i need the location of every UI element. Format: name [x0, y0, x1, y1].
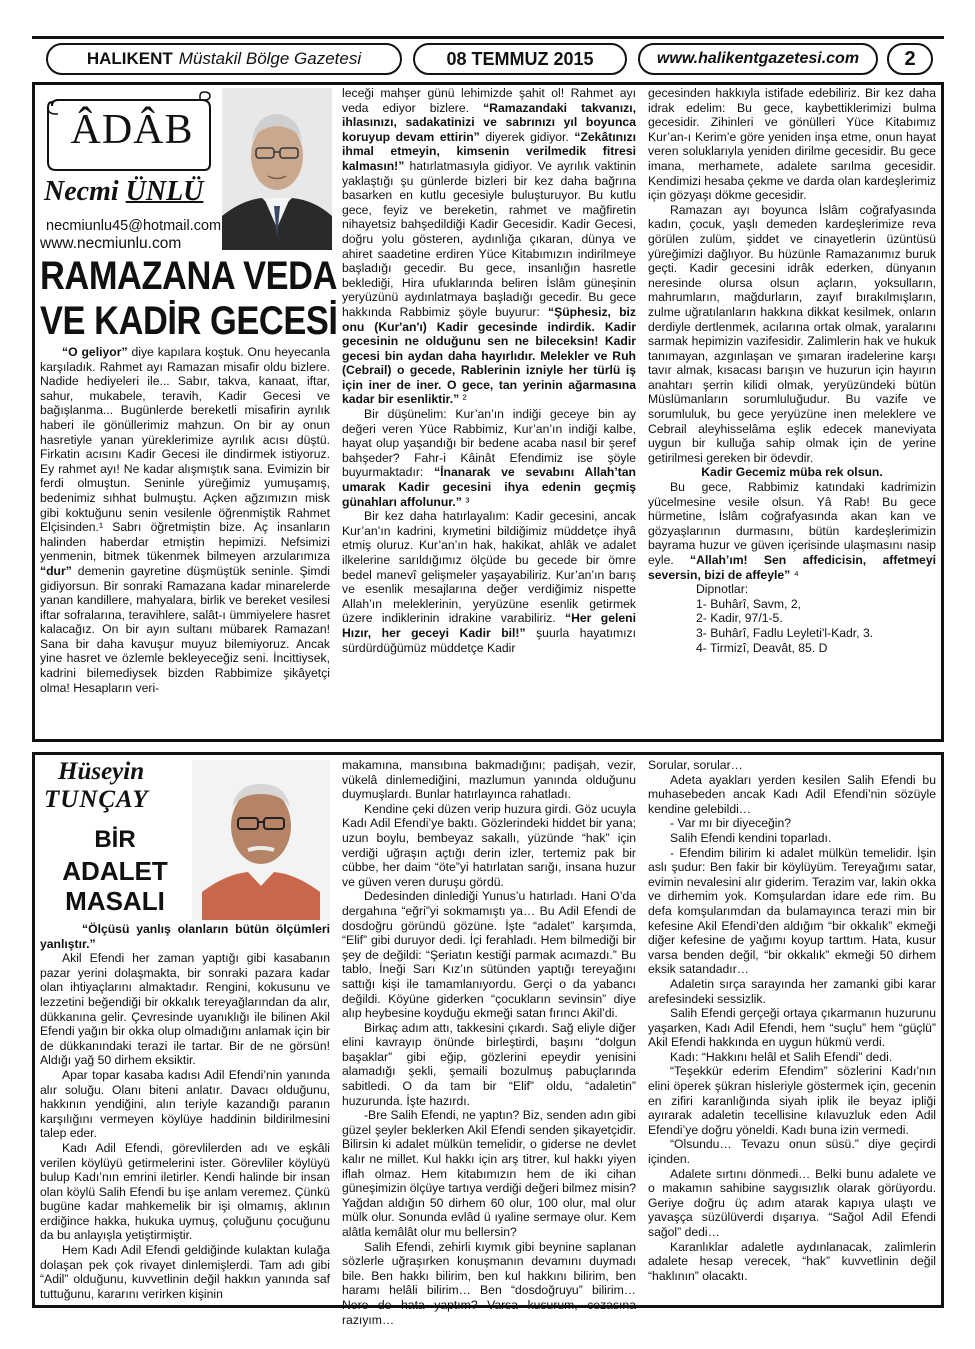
article1-paragraph: Bu gece, Rabbimiz katındaki kadrimizin yücelmesine vesile olsun. Yâ Rab! Bu gece hürmetine, İslâm coğrafyasında akan kan ve gözyaşlarının durmasını, bütün kardeşlerimizin bayrama huzur ve güven içerisinde ulaşmasını nasip eyle. “Allah’ım! Sen affedicisin, affetmeyi seversin, bizi de affeyle” ⁴ — [648, 480, 936, 582]
article2-paragraph: Salih Efendi, zehirli kıymık gibi beynine saplanan sözlerle uğraşırken konuşmanın devamını duymadı bile. Ben hakkı bilirim, ben kul hakkını bilirim, ben haramı helâli bilirim… Ben “dosdoğruyu” bilirim… Nere de hata yaptım? Varsa kusurum, cezasına razıyım… — [342, 1239, 636, 1327]
article2-paragraph: Kadı: “Hakkını helâl et Salih Efendi” dedi. — [670, 1049, 893, 1064]
paper-name: HALIKENT — [86, 49, 173, 68]
article2-paragraph: - Efendim bilirim ki adalet mülkün temelidir. İşin aslı şudur: Ben fakir bir köylüyüm. Tereyağımı satar, evimin nevalesini alır giderim. Terazim var, lakin okka ve dirhemim yok. Komşulardan idare ede rim. Bu defa komşularımdan da bulamayınca terazi min bir kefesine Akil Efendi’den aldığım “bir okkalık” ekmeği diğer kefesine de yağımı koyup tarttım. Hata, kusur varsa benden değil, “bir okkalık” ekmeği 50 dirhem eksik satandadır… — [648, 845, 936, 977]
article2-paragraph: Salih Efendi gerçeği ortaya çıkarmanın huzurunu yaşarken, Kadı Adil Efendi, hem “suçlu” hem “güçlü” Akil Efendi hakkında en uygun hükmü verdi. — [648, 1006, 936, 1050]
article2-paragraph: -Bre Salih Efendi, ne yaptın? Biz, senden adın gibi güzel şeyler beklerken Akil Efendi senden şikayetçidir. Bilirsin ki adalet mülkün temelidir, o giderse ne devlet kalır ne millet. Kul hakkı için arş titrer, kul hakkı yiyen iflah olmaz. Hem kitabımızın hem de iki cihan güneşimizin ölçüye tartıya verdiği değeri bilmez misin? Yağdan aldığın 50 dirhem 60 olur, 100 olur, mal olur mülk olur. Sonunda evlâd ü ıyaline sermaye olur. Kem alâtla kemâlât olur mu bellersin? — [342, 1108, 636, 1239]
page-number: 2 — [904, 47, 916, 70]
article1-paragraph: Bir kez daha hatırlayalım: Kadir gecesini, ancak Kur’an’ın kadrini, kıymetini bildiğimiz müddetçe ihyâ etmiş oluruz. Kur’an’ın hak, hakikat, ahlâk ve adalet ilkelerine sarıldığımız ölçüde bu gecede bir ömre bedel manevî gelişmeler yaşayabiliriz. Kur’an’ın barış ve esenlik mesajlarına değer verdiğimiz nispette Allah’ın meleklerinin, yeryüzüne esenlik getirmek üzere indiklerinin idrakine varabiliriz. “Her geleni Hızır, her geceyi Kadir bil!” şuurla hayatımızı sürdürdüğümüz müddetçe Kadir — [342, 509, 636, 655]
article1-paragraph: “O geliyor” diye kapılara koştuk. Onu heyecanla karşıladık. Rahmet ayı Ramazan misafir oldu bizlere. Nadide hediyeleri ile... Sabır, takva, kanaat, iftar, sahur, mukabele, teravih, Kadir Gecesi ve bağışlanma... Bugünlerde bereketli misafirin ayrılık haberi ile gönüllerimiz mahzun. On bir ay onun hasretiyle yanan yüreklerimize ayrılık acısı düştü. Firkatin acısını Kadir Gecesi ile dindirmek istiyoruz. Ey rahmet ayı! Ne kadar alışmıştık sana. Evimizin bir ferdi olmuştun. Seninle yüreğimiz yumuşamış, bedenimiz sıhhat bulmuştu. Açken ağzımızın misk gibi koktuğunu senin vesilenle öğrenmiştik Rahmet Elçisinden.¹ Sabrı öğretmiştin bize. Aç insanların halinden haberdar etmiştin hepimizi. Nefsimizi yenmenin, bitmek tükenmek bilmeyen arzularımıza “dur” demenin gayretine düşmüştük seninle. Şimdi gidiyorsun. Bir sonraki Ramazana kadar minarelerde yanan kandillere, mahyalara, birlik ve bereket vesilesi iftar sofralarına, teravihlere, salât-ı ümmiyelere hasret kalacağız. On bir ayın sultanı mübarek Ramazan! Sana bir daha kavuşur muyuz bilemiyoruz. Ancak yine hasret ve özlemle bekleyeceğiz seni. İncittiysek, kadrini bilemediysek bizden Rabbimize şikâyetçi olma! Hesapların veri- — [40, 345, 331, 695]
article2-paragraph: Dedesinden dinlediği Yunus’u hatırladı. Hani O’da dergahına “eğri”yi sokmamıştı ya… Bu Adil Efendi de dosdoğru göründü gözüne. İşte “adalet” karşımda, “Elif” gibi duruyor dedi. İçi ferahladı. Hem bilmediği bir şey de değildi: “Şeriatın kestiği parmak acımazdı.” Bu tablo, İneği Sarı Kız’ın sütünden yaptığı tereyağını sattığı kişi ile tamamlanıyordu. Gerçi o da yabancı değildi. Köyüne giderken “çocukların sevinsin” diye alıp heybesine koyduğu ekmeği satan fırıncı Akil’di. — [342, 889, 636, 1021]
footnote: 1- Buhârî, Savm, 2, — [696, 596, 801, 611]
article1-title-line1: RAMAZANA VEDA — [40, 254, 337, 298]
page-number-pill — [887, 43, 933, 75]
header-rule — [32, 36, 944, 39]
author-photo-1 — [222, 88, 332, 250]
issue-date: 08 TEMMUZ 2015 — [446, 48, 594, 69]
article2-paragraph: Hem Kadı Adil Efendi geldiğinde kulaktan kulağa dolaşan pek çok rivayet dinlemişlerdi. Tam adı gibi “Adil” olduğunu, kuvvetlinin değil hakkın yanında saf tuttuğunu, kararını verirken kişinin — [40, 1243, 330, 1301]
article2-epigraph: “Ölçüsü yanlış olanların bütün ölçümleri yanlıştır.” — [40, 922, 330, 951]
footnote: 3- Buhârî, Fadlu Leyleti'l-Kadr, 3. — [696, 625, 874, 640]
author2-first: Hüseyin — [58, 758, 145, 785]
article2-paragraph: Kendine çeki düzen verip huzura girdi. Göz ucuyla Kadı Adil Efendi’ye baktı. Gözlerindeki hiddet bir yana; uzun boylu, bembeyaz sakallı, yüzünde “hak” için verdiği uğraşın açtığı derin izler, tertemiz pak bir cübbe, her daim “öte”yi hatırlatan sarığı, insana huzur ve güven veren duruşu gördü. — [342, 801, 636, 889]
article1-column3 — [648, 86, 936, 738]
author-photo-2 — [192, 760, 330, 920]
article1-column2 — [342, 86, 636, 738]
website-pill[interactable] — [638, 43, 878, 75]
author1-first: Necmi — [44, 176, 119, 207]
article1-column1 — [40, 345, 330, 738]
article2-title-line2: ADALET — [62, 856, 168, 886]
article2-column3 — [648, 758, 936, 1304]
article2-paragraph: Apar topar kasaba kadısı Adil Efendi’nin yanında alır soluğu. Olanı biteni anlatır. Davacı olduğunu, hakkının yendiğini, alın teriyle kazandığı paranın karşılığını vermeyen köylüye haddinin bildirilmesini talep eder. — [40, 1067, 330, 1141]
article1-paragraph: Ramazan ayı boyunca İslâm coğrafyasında kadın, çocuk, yaşlı demeden kardeşlerimize reva görülen zulüm, şiddet ve cinayetlerin üzüntüsü yüreğimizi dağlıyor. Bu hüzünle Ramazanımız buruk geçti. Kadir gecesini idrâk ederken, dünyanın neresinde olursa olsun açların, yoksulların, mahrumların, mağdurların, zayıf bırakılmışların, zulme uğratılanların hakkına dikkat kesilmek, onların derdiyle dertlenmek, acılarına ortak olmak, yaralarını sarmak hepimizin vazifesidir. Zalimlerin hak ve hukuk tanımayan, azgınlaşan ve şımaran iradelerine karşı tavır almak, kısacası barışın ve huzurun için hayırın anahtarı şerrin kilidi olmak, yeryüzündeki bütün Müslümanların sorumluluğudur. Bu vazife ve sorumluluk, bu gece yeryüzüne inen meleklere ve Cebrail aleyhisselâma eşlik edecek maneviyata uygun bir kulluğa sahip olmak için de yerine getirilmesi gereken bir ödevdir. — [648, 202, 936, 465]
article2-paragraph: Salih Efendi kendini toparladı. — [670, 830, 832, 845]
masthead-pill — [46, 43, 402, 75]
article2-paragraph: “Olsundu… Tevazu onun süsü.” diye geçirdi içinden. — [648, 1137, 936, 1167]
article2-paragraph: Kadı Adil Efendi, görevlilerden adı ve eşkâli verilen köylüyü getirmelerini ister. Görevliler köylüyü bulup Kadı’nın emrini iletirler. Kendi halinde bir insan olan köylü Salih Efendi bu işe anlam veremez. Çünkü bugüne kadar mahkemelik bir işi olmamış, aklının erdiğince hakka, hukuka uymuş, çoluğunu çocuğunu da bu anlayışla yetiştirmiştir. — [40, 1140, 330, 1243]
paper-website[interactable]: www.halikentgazetesi.com — [656, 50, 860, 67]
author2-last: TUNÇAY — [44, 786, 149, 813]
article1-paragraph: gecesinden hakkıyla istifade edebiliriz. Bir kez daha idrak edelim: Bu gece, kaybettiklerimizi bulma gecesidir. Zihinleri ve gönülleri Yüce Kitabımız Kur’an-ı Kerim’e göre yeniden inşa etme, onun hayat veren soluklarıyla yeniden dirilme gecesidir. Bu gece imana, merhamete, adalete sarılma gecesidir. Kendimizi hesaba çekme ve darda olan kardeşlerimiz için gözyaşı dökme gecesidir. — [648, 86, 936, 203]
article1-paragraph: Bir düşünelim: Kur’an’ın indiği geceye bin ay değeri veren Yüce Rabbimiz, Kur’an’ın indiği kalbe, hayat olup yaşandığı bir bedene acaba nasıl bir şeref bahşeder? Fahr-i Kâinât Efendimiz ise şöyle buyurmaktadır: “İnanarak ve sevabını Allah’tan umarak Kadir gecesini ihya edenin geçmiş günahları affolunur.” ³ — [342, 407, 636, 509]
author1-email[interactable]: necmiunlu45@hotmail.com — [46, 218, 222, 234]
article2-paragraph: “Teşekkür ederim Efendim” sözlerini Kadı’nın elini öperek şükran hisleriyle göstermek için, gecenin en zifiri karanlığında siyah iplik ile beyaz ipliği ayırarak adaletin tecellisine kılavuzluk eden Adil Efendi’ye doğru yöneldi. Kadı buna izin vermedi. — [648, 1064, 936, 1137]
article2-column1 — [40, 922, 330, 1304]
author1-name — [44, 176, 203, 208]
author1-last: ÜNLÜ — [125, 176, 204, 207]
paper-subtitle: Müstakil Bölge Gazetesi — [178, 49, 362, 68]
article2-title-line1: BİR — [94, 826, 136, 853]
date-pill — [413, 43, 627, 75]
article2-paragraph: makamına, mansıbına bakmadığını; padişah, vezir, vükelâ dinlemediğini, mazlumun yanında olduğunu duymuşlardı. Bunlar hatırlayınca rahatladı. — [342, 758, 636, 802]
article1-paragraph: leceği mahşer günü lehimizde şahit ol! Rahmet ayı veda ediyor bizlere. “Ramazandaki takvanızı, ihlasınızı, sadakatinizi ve sabrınızı yıl boyunca koruyup devam ettirin” diyerek gidiyor. “Zekâtınızı ihmal etmeyin, kimsenin verilmedik fitresi kalmasın!” hatırlatmasıyla gidiyor. Ve ayrılık vaktinin yaklaştığı şu günlerde bizleri bir kez daha bağrına basarken en kutlu gecesiyle buluşturuyor. Bu kutlu gece, feyiz ve bereketin, rahmet ve mağfiretin nihayetsiz bahşedildiği Kadir Gecesidir. Kadir Gecesi, doğru yolu gösteren, aydınlığa çıkaran, dünya ve ahiret saadetine erdiren Yüce Kitabımızın indirilmeye başladığı gecedir. Bu gece, insanlığın hasretle beklediği, Hira ufuklarında beliren İslâm güneşinin yeryüzünü aydınlatmaya başladığı gecedir. Bu gece hakkında Rabbimiz şöyle buyurur: “Şüphesiz, biz onu (Kur'an'ı) Kadir gecesinde indirdik. Kadir gecesinin ne olduğunu sen ne bileceksin! Kadir gecesi bin aydan daha hayırlıdır. Melekler ve Ruh (Cebrail) o gecede, Rablerinin izniyle her türlü iş için iner de iner. O gece, tan yerinin ağarmasına kadar bir esenliktir.” ² — [342, 86, 637, 407]
article2-title-line3: MASALI — [65, 886, 165, 916]
closing-wish: Kadir Gecemiz müba rek olsun. — [701, 465, 883, 480]
article2-paragraph: - Var mı bir diyeceğin? — [670, 816, 792, 831]
article1-title-line2: VE KADİR GECESİ — [40, 299, 338, 343]
article2-column2 — [342, 758, 636, 1327]
footnote: 2- Kadir, 97/1-5. — [696, 611, 783, 626]
article2-paragraph: Adalete sırtını dönmedi… Belki bunu adalete ve o makamın sahibine saygısızlık olarak görüyordu. Geriye doğru üç adım atarak kapıya ulaştı ve yavaşça süzülüverdi dışarıya. “Sağol Adil Efendi sağol” dedi… — [648, 1166, 936, 1239]
article2-paragraph: Birkaç adım attı, takkesini çıkardı. Sağ eliyle diğer elini kavrayıp önünde birleştirdi, başını “dolgun başaklar” gibi eğip, gözlerini epeydir yenisini alamadığı şekli, şemaili bozulmuş pabuçlarında sabitledi. O da tam bir “Elif” oldu, “adaletin” huzurunda. İşte hazırdı. — [342, 1020, 636, 1108]
article2-paragraph: Adeta ayakları yerden kesilen Salih Efendi bu muhasebeden ancak Kadı Adil Efendi’nin sözüyle kendine gelebildi… — [648, 772, 936, 816]
article2-paragraph: Adaletin sırça sarayında her zamanki gibi karar arefesindeki sessizlik. — [648, 976, 936, 1006]
article2-paragraph: Sorular, sorular… — [648, 758, 743, 772]
article2-paragraph: Karanlıklar adaletle aydınlanacak, zalimlerin adalete hesap verecek, “hak” kuvvetlinin değil “haklının” olacaktı. — [648, 1239, 936, 1283]
article2-paragraph: Akil Efendi her zaman yaptığı gibi kasabanın pazar yerini dolaşmakta, bir sonraki pazara kadar olan ihtiyaçlarını almaktadır. Rengini, kokusunu ve lezzetini beğendiği bir okkalık tereyağlarından da alır, dükkanına gelir. Çevresinde uyanıklığı ile bilinen Akil Efendi yağın bir okka olup olmadığını anlamak için bir de dükkanındaki terazi ile tartar. Bir de ne görsün! Aldığı yağ 50 dirhem eksiktir. — [40, 951, 330, 1068]
author1-website[interactable]: www.necmiunlu.com — [40, 235, 182, 252]
column-logo: ÂDÂB — [70, 107, 194, 153]
footnotes-label: Dipnotlar: — [696, 582, 749, 597]
footnote: 4- Tirmizî, Deavât, 85. D — [696, 640, 828, 655]
